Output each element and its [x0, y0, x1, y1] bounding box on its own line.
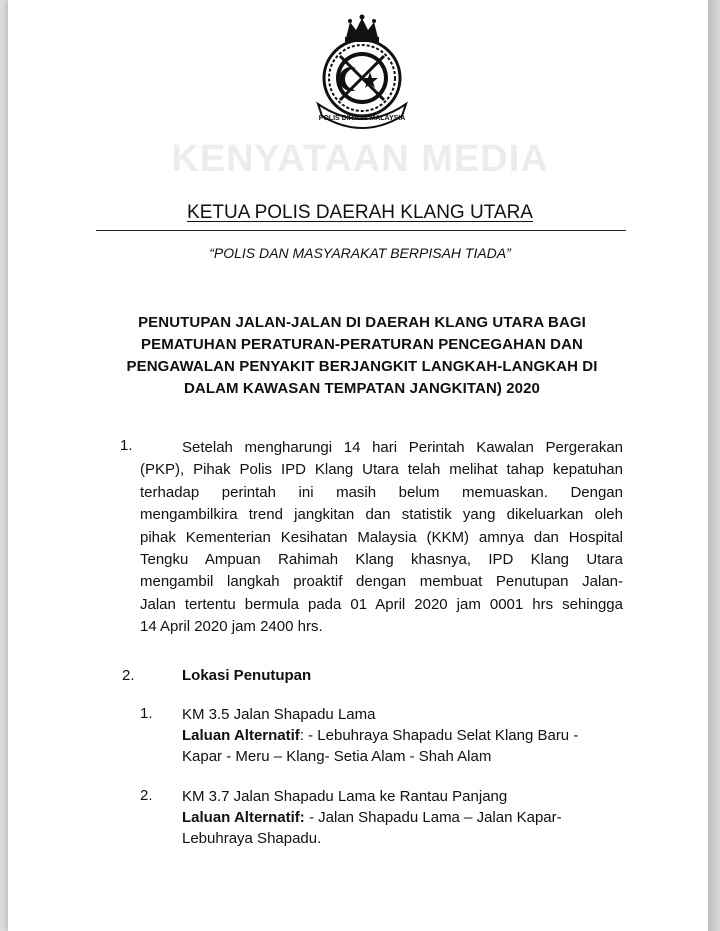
- section-1-number: 1.: [120, 437, 133, 454]
- closure-item-1: [182, 704, 578, 767]
- alt-route-cont: Kapar - Meru – Klang- Setia Alam - Shah Alam: [182, 748, 492, 765]
- item-location: KM 3.5 Jalan Shapadu Lama: [182, 706, 376, 723]
- title-line: PENUTUPAN JALAN-JALAN DI DAERAH KLANG UTARA BAGI: [138, 314, 586, 331]
- heading-divider: [96, 230, 626, 231]
- closure-item-2: [182, 786, 562, 849]
- alt-route-cont: Lebuhraya Shapadu.: [182, 830, 322, 847]
- section-2-number: 2.: [122, 667, 135, 684]
- police-crest-logo: [312, 12, 412, 130]
- section-2-title: Lokasi Penutupan: [182, 667, 312, 684]
- page-heading: KETUA POLIS DAERAH KLANG UTARA: [187, 202, 533, 223]
- section-1-paragraph: Setelah mengharungi 14 hari Perintah Kawalan Pergerakan (PKP), Pihak Polis IPD Klang Utara telah melihat tahap kepatuhan terhadap perintah ini masih belum memuaskan. Dengan mengambilkira trend jangkitan dan statistik yang dikeluarkan oleh pihak Kementerian Kesihatan Malaysia (KKM) amnya dan Hospital Tengku Ampuan Rahimah Klang khasnya, IPD Klang Utara mengambil langkah proaktif dengan membuat Penutupan Jalan- Jalan tertentu bermula pada 01 April 2020 jam 0001 hrs sehingga 14 April 2020 jam 2400 hrs.: [140, 439, 623, 636]
- alt-route-label: Laluan Alternatif: [182, 727, 300, 744]
- item-2-number: 2.: [140, 787, 153, 804]
- alt-route: - Jalan Shapadu Lama – Jalan Kapar-: [304, 809, 562, 826]
- motto: “POLIS DAN MASYARAKAT BERPISAH TIADA”: [209, 245, 511, 261]
- alt-route-label: Laluan Alternatif:: [182, 809, 305, 826]
- alt-route: : - Lebuhraya Shapadu Selat Klang Baru -: [299, 727, 579, 744]
- title-line: PEMATUHAN PERATURAN-PERATURAN PENCEGAHAN DAN: [141, 336, 583, 353]
- item-location: KM 3.7 Jalan Shapadu Lama ke Rantau Panjang: [182, 788, 508, 805]
- item-1-number: 1.: [140, 705, 153, 722]
- logo-ribbon-text: POLIS DIRAJA MALAYSIA: [318, 115, 406, 122]
- title-line: PENGAWALAN PENYAKIT BERJANGKIT LANGKAH-LANGKAH DI: [126, 358, 598, 375]
- document-title: [92, 312, 632, 400]
- title-line: DALAM KAWASAN TEMPATAN JANGKITAN) 2020: [183, 380, 541, 397]
- watermark: KENYATAAN MEDIA: [171, 138, 549, 180]
